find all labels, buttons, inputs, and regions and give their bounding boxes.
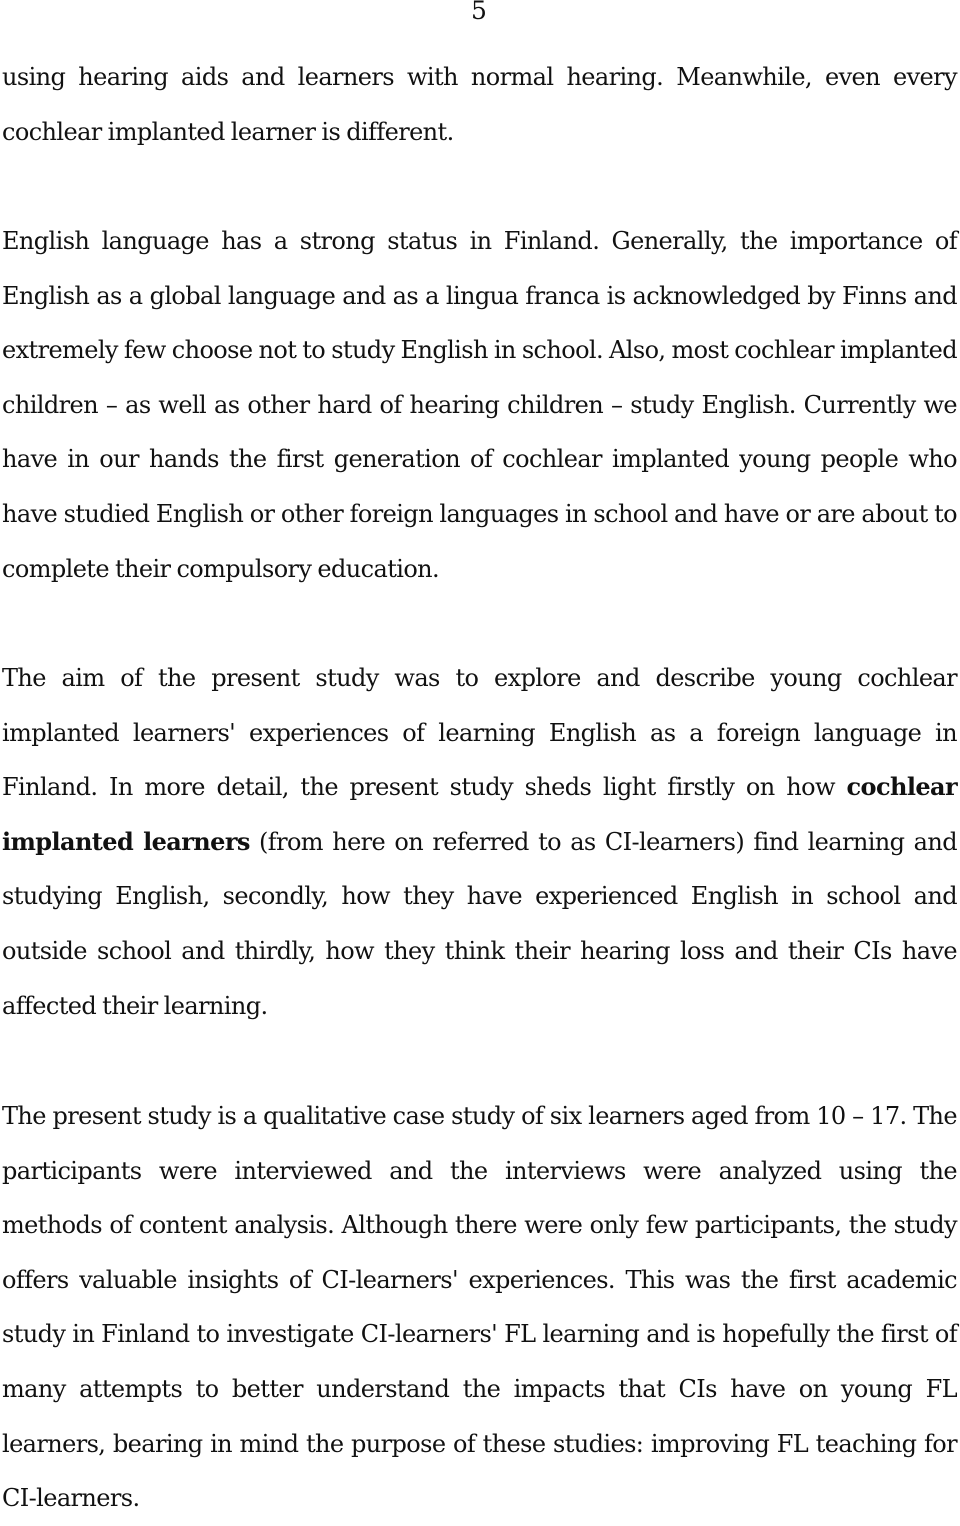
paragraph-3-text-before: The aim of the present study was to explore and describe young cochlear implanted learners' experiences of learning English as a foreign language in Finland. In more detail, the present study sheds light firstly on how	[2, 664, 957, 802]
page-number: 5	[471, 0, 487, 25]
bold-term-cochlear-implanted-learners: cochlear implanted learners	[2, 772, 957, 856]
paragraph-3-text-after: (from here on referred to as CI-learners) find learning and studying English, secondly, how they have experienced English in school and outside school and thirdly, how they think their hearing loss and their CIs have affected their learning.	[2, 827, 957, 1020]
paragraph-1: using hearing aids and learners with normal hearing. Meanwhile, even every cochlear implanted learner is different.	[2, 63, 957, 146]
paragraph-2: English language has a strong status in Finland. Generally, the importance of English as a global language and as a lingua franca is acknowledged by Finns and extremely few choose not to study English in school. Also, most cochlear implanted children – as well as other hard of hearing children – study English. Currently we have in our hands the first generation of cochlear implanted young people who have studied English or other foreign languages in school and have or are about to complete their compulsory education.	[2, 227, 958, 583]
paragraph-4: The present study is a qualitative case study of six learners aged from 10 – 17. The participants were interviewed and the interviews were analyzed using the methods of content analysis. Although there were only few participants, the study offers valuable insights of CI-learners' experiences. This was the first academic study in Finland to investigate CI-learners' FL learning and is hopefully the first of many attempts to better understand the impacts that CIs have on young FL learners, bearing in mind the purpose of these studies: improving FL teaching for CI-learners.	[2, 1102, 957, 1513]
paragraph-3	[2, 651, 957, 1033]
